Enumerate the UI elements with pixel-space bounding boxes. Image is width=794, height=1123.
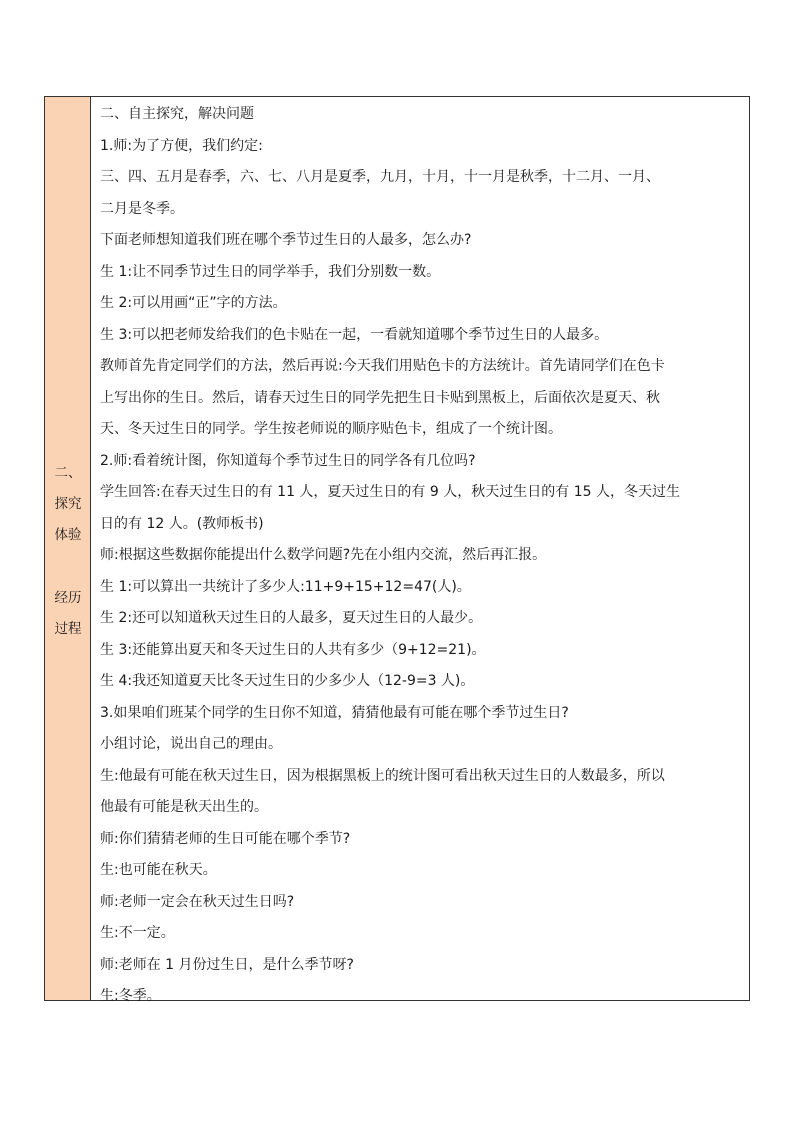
text-line: 生 4:我还知道夏天比冬天过生日的少多少人（12-9=3 人)。 — [100, 673, 475, 689]
text-line: 生 1:让不同季节过生日的同学举手，我们分别数一数。 — [100, 263, 441, 280]
text-line: 学生回答:在春天过生日的有 11 人，夏天过生日的有 9 人，秋天过生日的有 15 人，冬天过生 — [100, 484, 680, 500]
text-line: 师:老师在 1 月份过生日，是什么季节呀? — [100, 956, 354, 973]
text-line: 下面老师想知道我们班在哪个季节过生日的人最多，怎么办? — [100, 232, 472, 248]
text-line: 生 3:还能算出夏天和冬天过生日的人共有多少（9+12=21)。 — [100, 641, 486, 658]
text-line: 天、冬天过生日的同学。学生按老师说的顺序贴色卡，组成了一个统计图。 — [100, 421, 562, 437]
text-line: 生 1:可以算出一共统计了多少人:11+9+15+12=47(人)。 — [100, 578, 471, 595]
stage-label-line: 体验 — [54, 527, 82, 543]
stage-label-cell — [45, 97, 91, 1000]
text-line: 生 3:可以把老师发给我们的色卡贴在一起，一看就知道哪个季节过生日的人最多。 — [100, 326, 609, 343]
stage-label-line: 探究 — [54, 496, 82, 512]
stage-label-line: 过程 — [54, 621, 82, 637]
text-line: 生 2:还可以知道秋天过生日的人最多，夏天过生日的人最少。 — [100, 610, 483, 626]
text-line: 生:不一定。 — [100, 925, 175, 941]
section-heading: 二、自主探究，解决问题 — [100, 106, 254, 122]
text-line: 师:根据这些数据你能提出什么数学问题?先在小组内交流，然后再汇报。 — [100, 547, 547, 563]
text-line: 师:老师一定会在秋天过生日吗? — [100, 893, 295, 910]
lesson-plan-table — [44, 96, 750, 1004]
text-line: 日的有 12 人。(教师板书) — [100, 515, 264, 532]
text-line: 三、四、五月是春季，六、七、八月是夏季，九月，十月，十一月是秋季，十二月、一月、 — [100, 169, 660, 185]
stage-title: 二、 — [54, 465, 82, 481]
text-line: 生:他最有可能在秋天过生日，因为根据黑板上的统计图可看出秋天过生日的人数最多，所以 — [100, 767, 665, 784]
text-line: 教师首先肯定同学们的方法，然后再说:今天我们用贴色卡的方法统计。首先请同学们在色卡 — [100, 358, 665, 374]
text-line: 师:你们猜猜老师的生日可能在哪个季节? — [100, 830, 351, 847]
text-line: 上写出你的生日。然后，请春天过生日的同学先把生日卡贴到黑板上，后面依次是夏天、秋 — [100, 389, 660, 406]
text-line: 二月是冬季。 — [100, 200, 184, 217]
text-line: 他最有可能是秋天出生的。 — [100, 799, 268, 815]
text-line: 1.师:为了方便，我们约定: — [100, 137, 263, 154]
text-line: 2.师:看着统计图，你知道每个季节过生日的同学各有几位吗? — [100, 452, 476, 469]
text-line: 生 2:可以用画“正”字的方法。 — [100, 295, 287, 311]
text-line: 生:冬季。 — [100, 988, 161, 1004]
text-line: 3.如果咱们班某个同学的生日你不知道，猜猜他最有可能在哪个季节过生日? — [100, 704, 569, 721]
text-line: 生:也可能在秋天。 — [100, 862, 217, 878]
stage-label-line: 经历 — [54, 590, 82, 606]
lesson-content-cell — [91, 97, 749, 1004]
text-line: 小组讨论，说出自己的理由。 — [100, 736, 282, 752]
